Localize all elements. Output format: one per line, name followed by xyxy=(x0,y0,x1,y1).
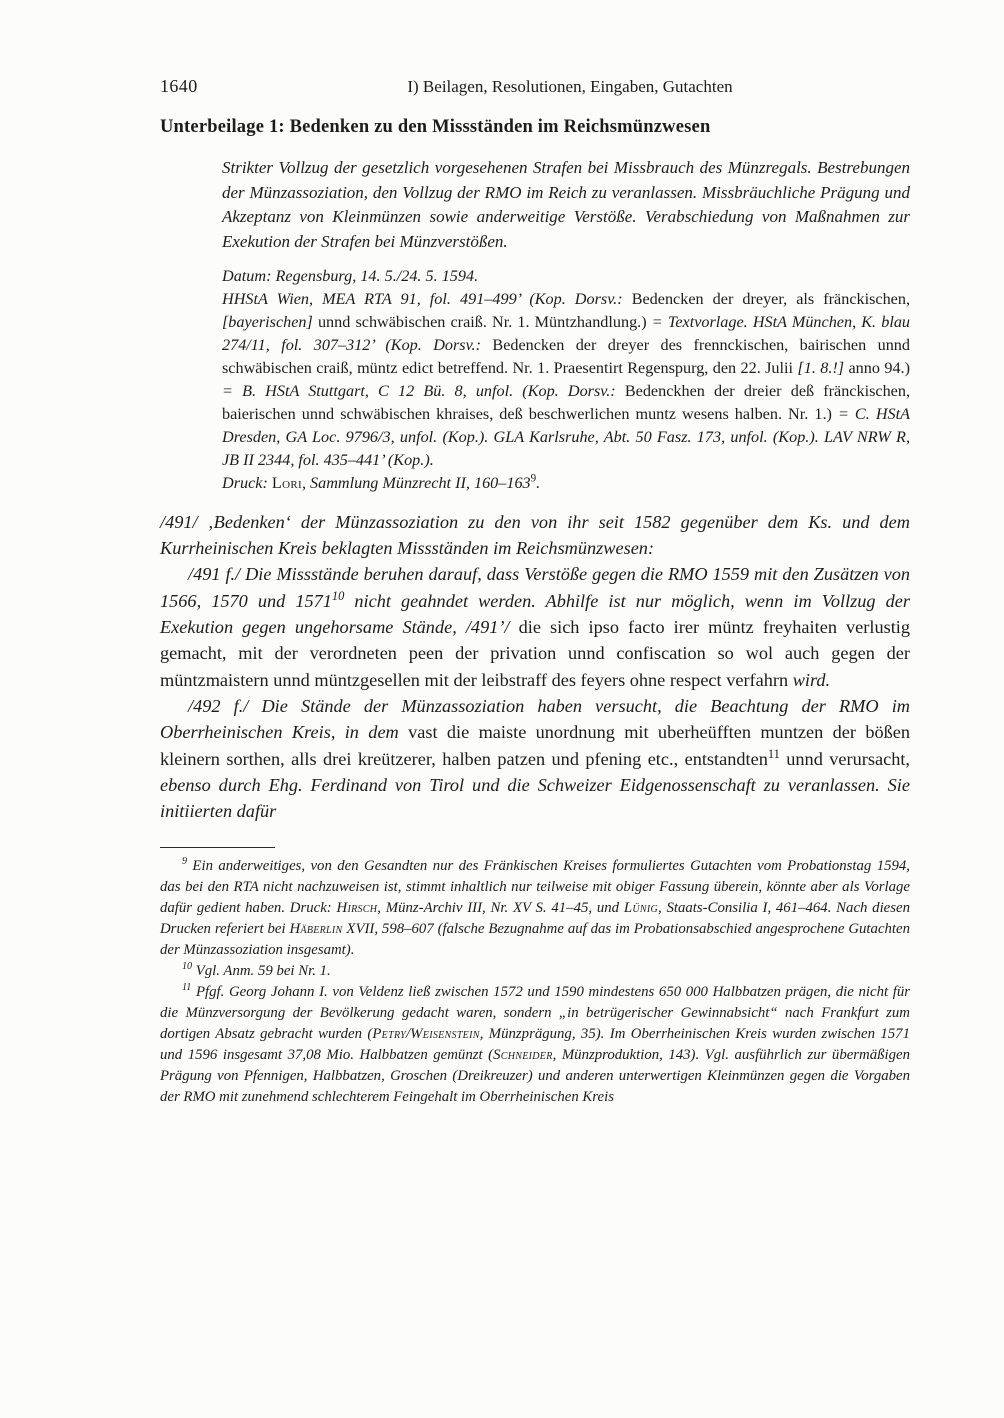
footnote-10: $^{10}$ Vgl. Anm. 59 bei Nr. 1. xyxy=(182,960,331,979)
running-header: I) Beilagen, Resolutionen, Eingaben, Gutachten xyxy=(407,77,733,96)
main-text xyxy=(160,509,910,825)
archival-sources-paragraph: HHStA Wien, MEA RTA 91, fol. 491–499’ (Kop. Dorsv.: Bedencken der dreyer, als fränckischen, [bayerischen] unnd schwäbischen craiß. Nr. 1. Müntzhandlung.) = Textvorlage. HStA München, K. blau 274/11, fol. 307–312’ (Kop. Dorsv.: Bedencken der dreyer des frennckischen, bairischen unnd schwäbischen craiß, müntz edict betreffend. Nr. 1. Praesentirt Regenspurg, den 22. Julii [1. 8.!] anno 94.) = B. HStA Stuttgart, C 12 Bü. 8, unfol. (Kop. Dorsv.: Bedenckhen der dreier deß fränckischen, baierischen unnd schwäbischen khraises, deß beschwerlichen muntz wesens halben. Nr. 1.) = C. HStA Dresden, GA Loc. 9796/3, unfol. (Kop.). GLA Karlsruhe, Abt. 50 Fasz. 173, unfol. (Kop.). LAV NRW R, JB II 2344, fol. 435–441’ (Kop.). xyxy=(222,289,911,469)
footnote-separator xyxy=(160,847,275,848)
footnote-11: $^{11}$ Pfgf. Georg Johann I. von Veldenz ließ zwischen 1572 und 1590 mindestens 650 000 Halbbatzen prägen, die nicht für die Münzversorgung der Bevölkerung gedacht waren, sondern „in betrügerischer Gewinnabsicht“ nach Frankfurt zum dortigen Absatz gebracht wurden (Petry/Weisenstein, Münzprägung, 35). Im Oberrheinischen Kreis wurden zwischen 1571 und 1596 insgesamt 37,08 Mio. Halbbatzen gemünzt (Schneider, Münzproduktion, 143). Vgl. ausführlich zur übermäßigen Prägung von Pfennigen, Halbbatzen, Groschen (Dreikreuzer) und anderen unterwertigen Kleinmünzen gegen die Vorgaben der RMO mit zunehmend schlechterem Feingehalt im Oberrheinischen Kreis xyxy=(160,981,910,1105)
body-paragraph-2: /491 f./ Die Missstände beruhen darauf, dass Verstöße gegen die RMO 1559 mit den Zusätzen von 1566, 1570 und 1571$^{10}$ nicht geahndet werden. Abhilfe ist nur möglich, wenn im Vollzug der Exekution gegen ungehorsame Stände, /491’/ die sich ipso facto irer müntz freyhaiten verlustig gemacht, mit der verordneten peen der privation unnd confiscation so wol auch gegen der müntzmaistern unnd müntzgesellen mit der leibstraff des feyers ohne respect verfahrn wird. xyxy=(160,564,911,690)
print-reference-line: Druck: Lori, Sammlung Münzrecht II, $160-163^9$. xyxy=(222,472,541,492)
body-paragraph-3: /492 f./ Die Stände der Münzassoziation haben versucht, die Beachtung der RMO im Oberrheinischen Kreis, in dem vast die maiste unordnung mit uberheüfften muntzen der bößen kleinern sorthen, alls drei kreützerer, halben patzen und pfening etc., entstandten$^{11}$ unnd verursacht, ebenso durch Ehg. Ferdinand von Tirol und die Schweizer Eidgenossenschaft zu veranlassen. Sie initiierten dafür xyxy=(160,695,910,822)
datum-line: Datum: Regensburg, 14. 5./24. 5. 1594. xyxy=(222,266,479,285)
body-paragraph-1: /491/ ‚Bedenken‘ der Münzassoziation zu den von ihr seit 1582 gegenüber dem Ks. und dem Kurrheinischen Kreis beklagten Missständen im Reichsmünzwesen: xyxy=(160,511,910,558)
footnotes-block xyxy=(160,856,910,1108)
page-number: 1640 xyxy=(160,76,198,96)
source-metadata-block xyxy=(222,265,910,495)
abstract-paragraph: Strikter Vollzug der gesetzlich vorgesehenen Strafen bei Missbrauch des Münzregals. Bestrebungen der Münzassoziation, den Vollzug der RMO im Reich zu veranlassen. Missbräuchliche Prägung und Akzeptanz von Kleinmünzen sowie anderweitige Verstöße. Verabschiedung von Maßnahmen zur Exekution der Strafen bei Münzverstößen. xyxy=(222,158,910,251)
page-header xyxy=(160,76,910,97)
document-heading: Unterbeilage 1: Bedenken zu den Missständen im Reichsmünzwesen xyxy=(160,117,711,137)
footnote-9: $^9$ Ein anderweitiges, von den Gesandten nur des Fränkischen Kreises formuliertes Gutachten vom Probationstag 1594, das bei den RTA nicht nachzuweisen ist, stimmt inhaltlich nur teilweise mit obiger Fassung überein, könnte aber als Vorlage dafür gedient haben. Druck: Hirsch, Münz-Archiv III, Nr. XV S. 41–45, und Lünig, Staats-Consilia I, 461–464. Nach diesen Drucken referiert bei Häberlin XVII, 598–607 (falsche Bezugnahme auf das im Probationsabschied angesprochene Gutachten der Münzassoziation insgesamt). xyxy=(160,855,910,958)
